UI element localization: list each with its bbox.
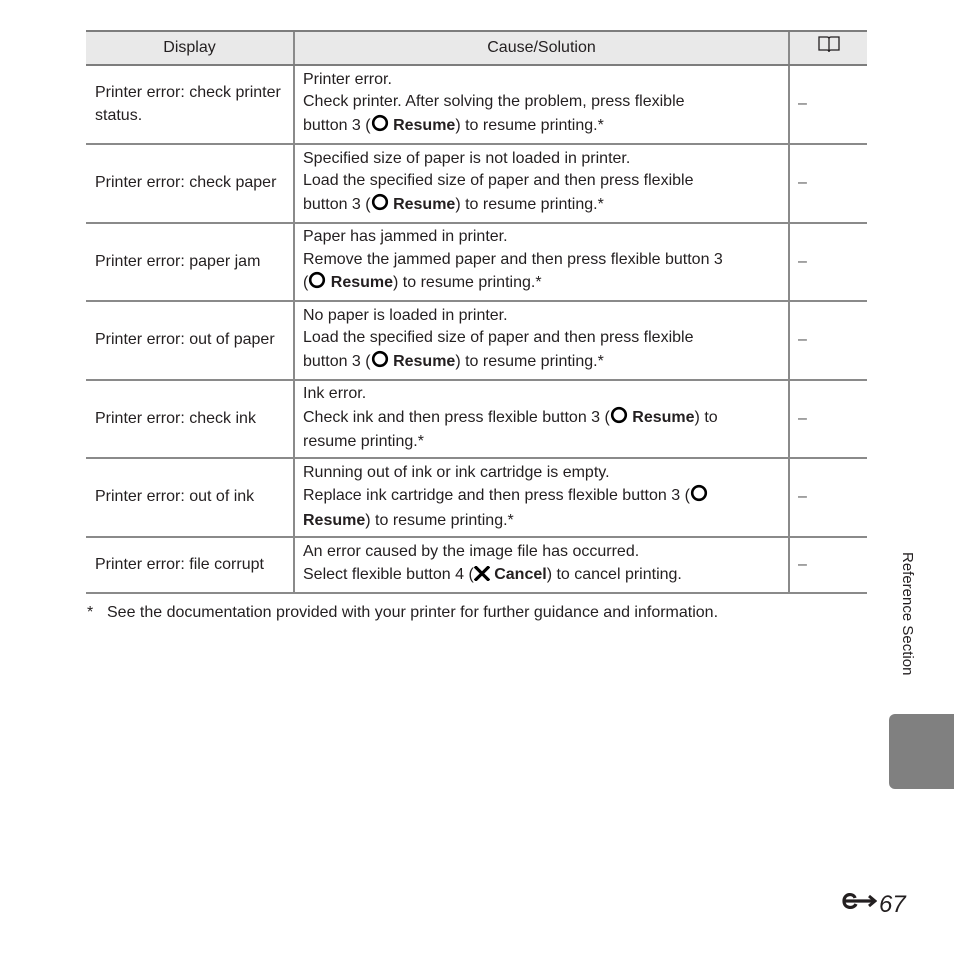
e-section-icon — [841, 889, 877, 921]
table-row — [86, 301, 867, 380]
table-row — [86, 144, 867, 223]
section-tab — [889, 714, 954, 789]
action-text-end: ) to resume printing.* — [455, 352, 604, 370]
cause-solution — [294, 458, 789, 537]
cross-icon — [474, 566, 490, 589]
page-number — [841, 889, 906, 921]
solution-line: Ink error. — [303, 385, 367, 403]
cause-solution — [294, 65, 789, 144]
page-reference: – — [789, 301, 867, 380]
action-line — [303, 271, 782, 297]
page-reference: – — [789, 537, 867, 593]
page-reference: – — [789, 458, 867, 537]
table-header-row — [86, 31, 867, 65]
solution-line: Remove the jammed paper and then press flexible button 3 — [303, 250, 723, 268]
action-line — [303, 406, 782, 432]
footnote-text: See the documentation provided with your printer for further guidance and information. — [107, 604, 719, 621]
action-line-continued — [303, 431, 782, 454]
header-cause-solution: Cause/Solution — [294, 31, 789, 65]
action-text: button 3 ( — [303, 116, 371, 134]
table-row — [86, 380, 867, 458]
action-text: Replace ink cartridge and then press flexible button 3 ( — [303, 487, 690, 505]
cause-solution — [294, 223, 789, 301]
circle-icon — [690, 484, 708, 510]
display-message: Printer error: file corrupt — [86, 537, 294, 593]
button-label: Resume — [393, 352, 456, 370]
action-line-continued — [303, 510, 782, 533]
solution-line: An error caused by the image file has occurred. — [303, 543, 640, 560]
header-display: Display — [86, 31, 294, 65]
circle-icon — [371, 193, 389, 219]
cause-solution — [294, 144, 789, 223]
display-message: Printer error: paper jam — [86, 223, 294, 301]
solution-line: Check printer. After solving the problem, press flexible — [303, 93, 685, 111]
action-text-end: ) to — [694, 408, 718, 426]
action-text: Check ink and then press flexible button 3 ( — [303, 408, 610, 426]
header-reference — [789, 31, 867, 65]
solution-line: Load the specified size of paper and then press flexible — [303, 172, 694, 190]
button-label: Resume — [330, 274, 394, 292]
button-label: Resume — [303, 511, 366, 529]
table-row — [86, 65, 867, 144]
cause-solution — [294, 301, 789, 380]
action-line — [303, 193, 782, 219]
action-text-end: ) to resume printing.* — [393, 274, 542, 292]
circle-icon — [610, 406, 628, 432]
cause-solution — [294, 537, 789, 593]
page-number-value: 67 — [879, 891, 906, 918]
action-text: button 3 ( — [303, 352, 371, 370]
circle-icon — [371, 114, 389, 140]
action-line — [303, 484, 782, 510]
button-label: Resume — [393, 195, 456, 213]
footnote — [87, 602, 718, 624]
solution-line: Running out of ink or ink cartridge is empty. — [303, 463, 610, 481]
display-message: Printer error: check ink — [86, 380, 294, 458]
solution-line: Load the specified size of paper and then press flexible — [303, 329, 694, 347]
action-text: ( — [303, 274, 309, 292]
table-row — [86, 458, 867, 537]
solution-line: Printer error. — [303, 70, 392, 88]
book-icon — [817, 35, 841, 61]
action-text-end: ) to resume printing.* — [365, 511, 514, 529]
action-text-end: ) to resume printing.* — [455, 195, 604, 213]
printer-error-table — [86, 30, 867, 594]
cause-solution — [294, 380, 789, 458]
solution-line: No paper is loaded in printer. — [303, 306, 508, 324]
action-line — [303, 564, 782, 589]
page-reference: – — [789, 380, 867, 458]
display-message: Printer error: check printer status. — [86, 65, 294, 144]
button-label: Cancel — [494, 565, 547, 583]
footnote-marker: * — [87, 604, 94, 621]
circle-icon — [371, 350, 389, 376]
action-text: button 3 ( — [303, 195, 371, 213]
display-message: Printer error: out of paper — [86, 301, 294, 380]
solution-line: Specified size of paper is not loaded in printer. — [303, 149, 631, 167]
display-message: Printer error: out of ink — [86, 458, 294, 537]
action-line — [303, 114, 782, 140]
action-text-end: resume printing.* — [303, 433, 424, 451]
button-label: Resume — [393, 116, 456, 134]
action-line — [303, 350, 782, 376]
table-row — [86, 537, 867, 593]
page-reference: – — [789, 144, 867, 223]
side-section-label: Reference Section — [899, 552, 916, 676]
table-row — [86, 223, 867, 301]
action-text-end: ) to cancel printing. — [546, 565, 682, 583]
action-text-end: ) to resume printing.* — [455, 116, 604, 134]
button-label: Resume — [632, 408, 695, 426]
solution-line: Paper has jammed in printer. — [303, 228, 508, 246]
action-text: Select flexible button 4 ( — [303, 565, 474, 583]
page-reference: – — [789, 65, 867, 144]
page-reference: – — [789, 223, 867, 301]
circle-icon — [308, 271, 326, 297]
display-message: Printer error: check paper — [86, 144, 294, 223]
